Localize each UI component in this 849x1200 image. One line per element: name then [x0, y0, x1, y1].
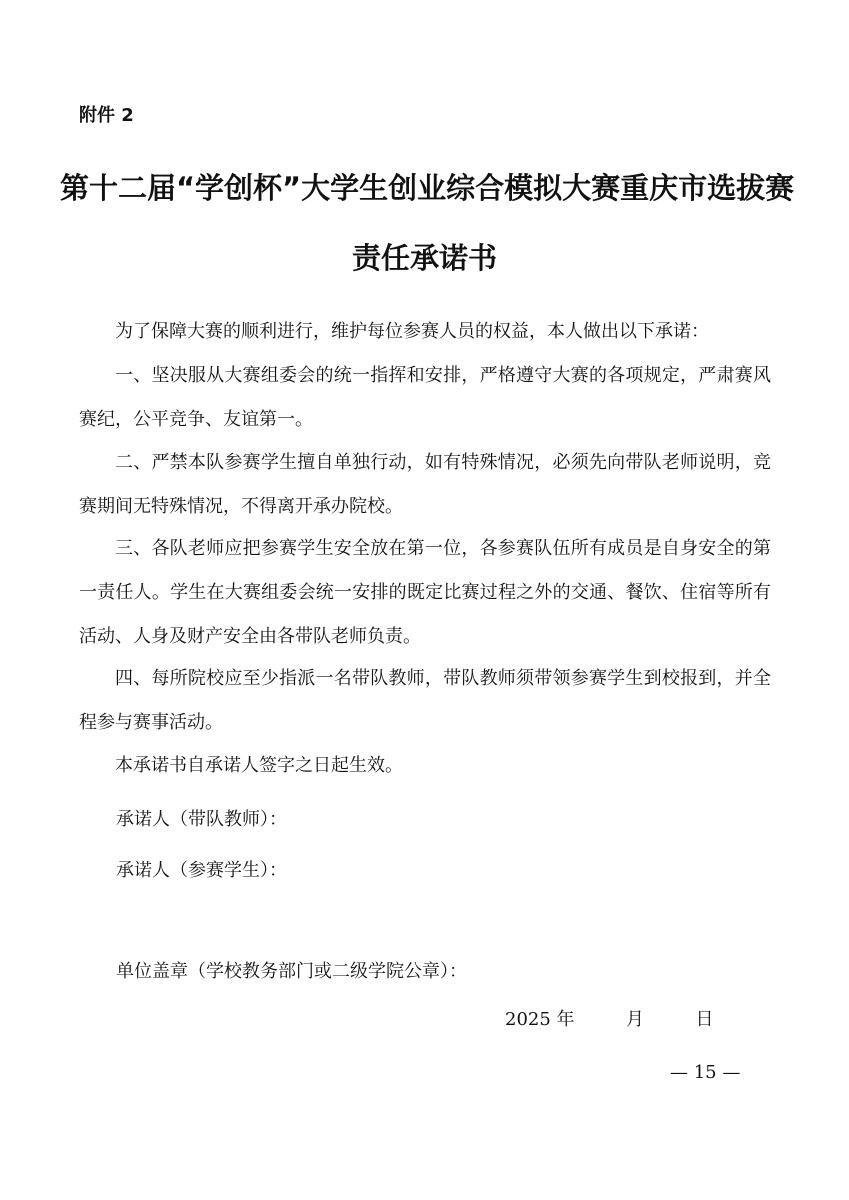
commitment-item-4 — [79, 657, 771, 745]
attachment-label: 附件 2 — [79, 105, 134, 126]
unit-seal-label: 单位盖章（学校教务部门或二级学院公章）： — [116, 961, 467, 982]
commitment-item-2-text: 二、严禁本队参赛学生擅自单独行动，如有特殊情况，必须先向带队老师说明，竞赛期间无特殊情况，不得离开承办院校。 — [79, 452, 771, 517]
date-month: 月 — [626, 1009, 645, 1030]
effective-paragraph — [79, 744, 771, 788]
commitment-item-4-text: 四、每所院校应至少指派一名带队教师，带队教师须带领参赛学生到校报到，并全程参与赛事活动。 — [79, 668, 771, 733]
intro-paragraph — [79, 310, 771, 354]
commitment-item-1 — [79, 354, 771, 442]
effective-text: 本承诺书自承诺人签字之日起生效。 — [115, 755, 403, 776]
commitment-item-3 — [79, 527, 771, 659]
document-title-line-1: 第十二届“学创杯”大学生创业综合模拟大赛重庆市选拔赛 — [60, 171, 795, 205]
date-day: 日 — [695, 1009, 714, 1030]
commitment-item-1-text: 一、坚决服从大赛组委会的统一指挥和安排，严格遵守大赛的各项规定，严肃赛风赛纪，公平竞争、友谊第一。 — [79, 365, 771, 430]
teacher-signature-label: 承诺人（带队教师）： — [116, 809, 287, 830]
student-signature-label: 承诺人（参赛学生）： — [116, 860, 287, 881]
document-title-line-2: 责任承诺书 — [351, 241, 497, 275]
page-number: — 15 — — [670, 1062, 741, 1083]
signing-date — [505, 1008, 714, 1032]
commitment-item-2 — [79, 441, 771, 529]
intro-text: 为了保障大赛的顺利进行，维护每位参赛人员的权益，本人做出以下承诺： — [115, 321, 709, 342]
date-year: 2025 年 — [505, 1009, 575, 1030]
commitment-item-3-text: 三、各队老师应把参赛学生安全放在第一位，各参赛队伍所有成员是自身安全的第一责任人。学生在大赛组委会统一安排的既定比赛过程之外的交通、餐饮、住宿等所有活动、人身及财产安全由各带队老师负责。 — [79, 538, 771, 647]
